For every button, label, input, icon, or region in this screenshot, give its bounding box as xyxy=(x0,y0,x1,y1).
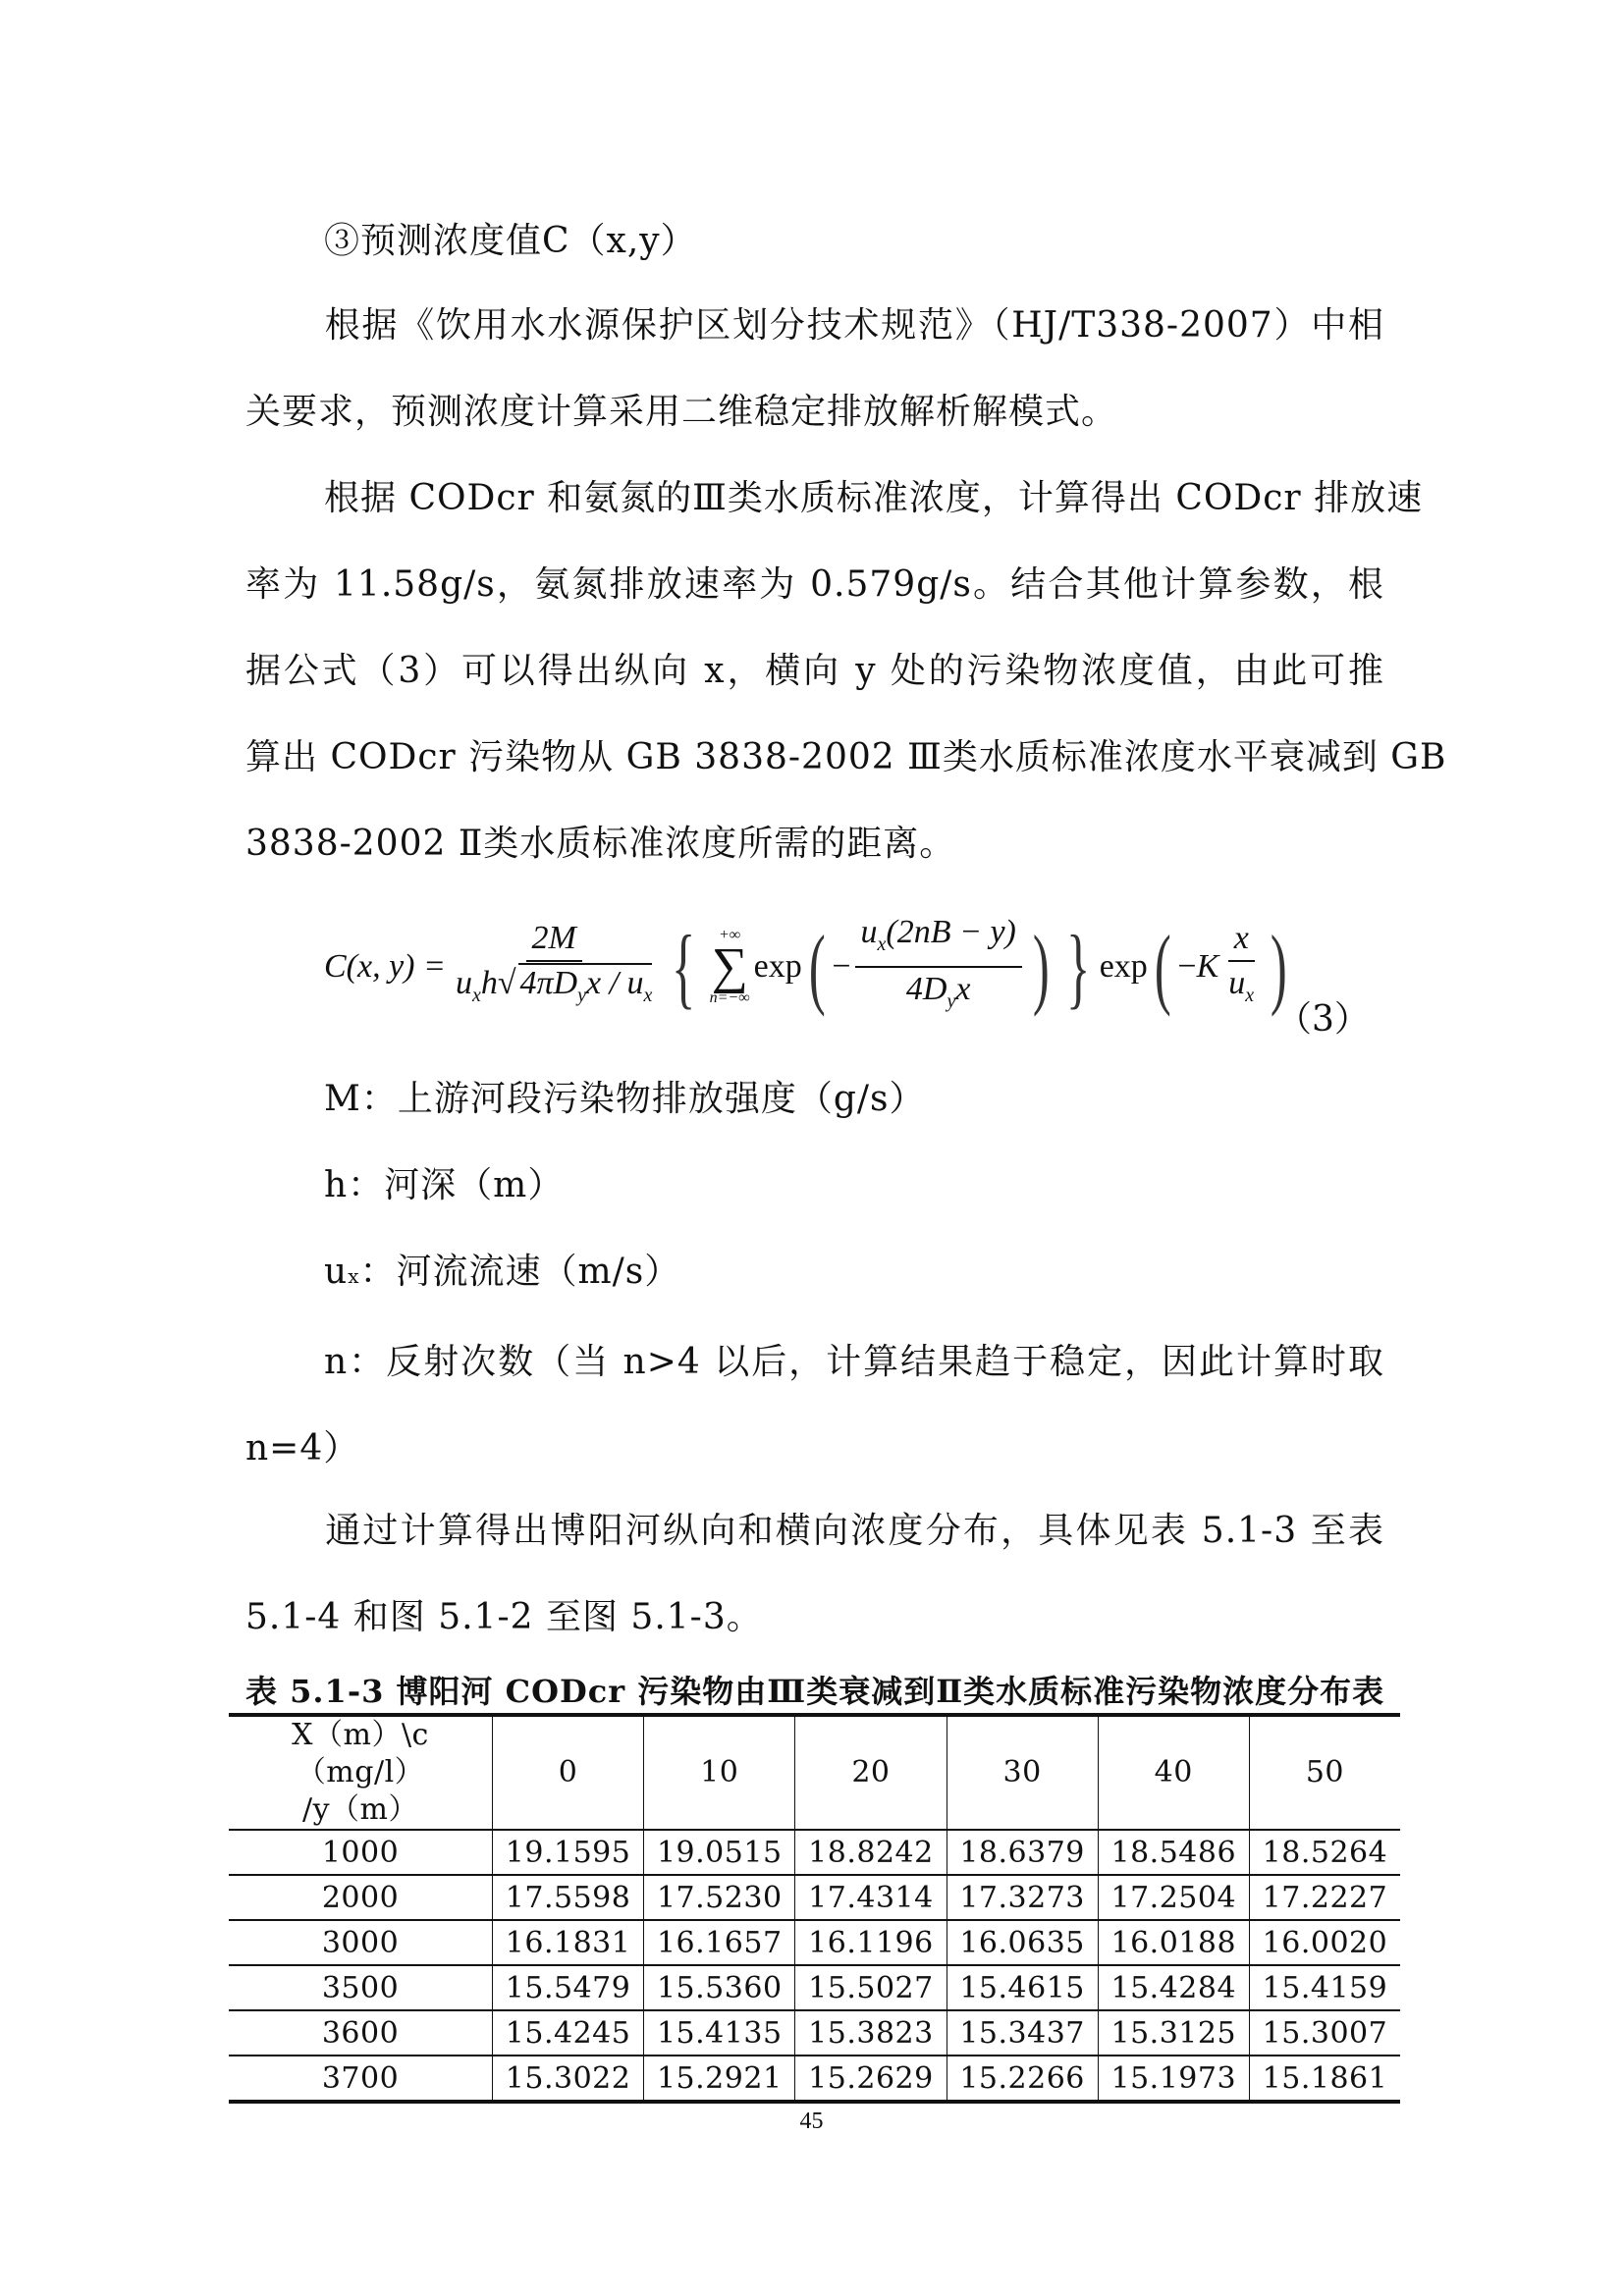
definition-n: n：反射次数（当 n>4 以后，计算结果趋于稳定，因此计算时取 xyxy=(324,1342,1384,1382)
table-cell: 15.4284 xyxy=(1098,1965,1249,2010)
table-cell: 18.6379 xyxy=(947,1830,1098,1875)
header-corner: X（m）\c（mg/l） /y（m） xyxy=(229,1715,493,1830)
table-cell: 15.2266 xyxy=(947,2056,1098,2102)
paragraph-line: 关要求，预测浓度计算采用二维稳定排放解析解模式。 xyxy=(245,392,1118,432)
table-caption: 表 5.1-3 博阳河 CODcr 污染物由Ⅲ类衰减到Ⅱ类水质标准污染物浓度分布表 xyxy=(245,1673,1385,1710)
table-cell: 15.4159 xyxy=(1249,1965,1400,2010)
row-header: 2000 xyxy=(321,1880,400,1915)
table-cell: 15.4135 xyxy=(644,2010,795,2056)
table-cell: 18.8242 xyxy=(795,1830,947,1875)
table-cell: 15.4615 xyxy=(947,1965,1098,2010)
formula-lhs: C(x, y) = xyxy=(324,948,446,985)
table-cell: 17.2227 xyxy=(1249,1875,1400,1920)
definition-ux: ux：河流流速（m/s） xyxy=(324,1252,681,1292)
definition-n-cont: n=4） xyxy=(245,1428,360,1468)
table-cell: 15.3437 xyxy=(947,2010,1098,2056)
equation-number: （3） xyxy=(1276,999,1370,1040)
concentration-table xyxy=(229,1713,1400,2104)
table-cell: 15.1973 xyxy=(1098,2056,1249,2102)
table-row xyxy=(229,1875,1400,1920)
summation: +∞ ∑ n=−∞ xyxy=(709,927,750,1006)
table-row xyxy=(229,1920,1400,1965)
row-header: 1000 xyxy=(321,1835,400,1870)
table-cell: 17.2504 xyxy=(1098,1875,1249,1920)
table-cell: 15.2921 xyxy=(644,2056,795,2102)
paragraph-line: 据公式（3）可以得出纵向 x，横向 y 处的污染物浓度值，由此可推 xyxy=(245,651,1384,691)
table-cell: 18.5264 xyxy=(1249,1830,1400,1875)
table-cell: 16.0188 xyxy=(1098,1920,1249,1965)
table-cell: 15.1861 xyxy=(1249,2056,1400,2102)
paragraph-summary xyxy=(245,1488,1384,1661)
definition-h: h：河深（m） xyxy=(324,1165,565,1205)
table-cell: 19.1595 xyxy=(493,1830,644,1875)
paragraph-line: 5.1-4 和图 5.1-2 至图 5.1-3。 xyxy=(245,1597,763,1637)
table-cell: 16.0020 xyxy=(1249,1920,1400,1965)
table-cell: 16.1831 xyxy=(493,1920,644,1965)
right-brace: } xyxy=(1065,917,1090,1017)
column-header: 40 xyxy=(1098,1715,1249,1830)
left-brace: { xyxy=(672,917,696,1017)
table-cell: 19.0515 xyxy=(644,1830,795,1875)
table-cell: 15.3022 xyxy=(493,2056,644,2102)
table-cell: 15.5360 xyxy=(644,1965,795,2010)
table-cell: 16.1196 xyxy=(795,1920,947,1965)
section-heading: ③预测浓度值C（x,y） xyxy=(324,221,697,261)
paragraph-standard-reference xyxy=(245,283,1384,455)
table-row xyxy=(229,1830,1400,1875)
row-header: 3600 xyxy=(321,2015,400,2051)
table-header-row xyxy=(229,1715,1400,1830)
paragraph-line: 率为 11.58g/s，氨氮排放速率为 0.579g/s。结合其他计算参数，根 xyxy=(245,564,1384,605)
table-cell: 15.3823 xyxy=(795,2010,947,2056)
row-header: 3000 xyxy=(321,1925,400,1960)
table-cell: 15.5027 xyxy=(795,1965,947,2010)
concentration-formula: C(x, y) = $\frac{2M}{u_xh√ 4\pi D_yx / u_x}$ { +∞ ∑ n=−∞ exp ( − $\frac{u_x(2nB - y)}{4D_yx}$ ) } exp ( − K $\frac{x}{u_x}$ ) xyxy=(324,898,1306,1036)
formula-inner-fraction: $\frac{u_x(2nB - y)}{4D_yx}$ xyxy=(855,913,1022,1021)
table-cell: 15.5479 xyxy=(493,1965,644,2010)
table-row xyxy=(229,2010,1400,2056)
column-header: 10 xyxy=(644,1715,795,1830)
table-cell: 15.4245 xyxy=(493,2010,644,2056)
row-header: 3500 xyxy=(321,1970,400,2005)
table-cell: 17.5598 xyxy=(493,1875,644,1920)
definition-m: M：上游河段污染物排放强度（g/s） xyxy=(324,1079,926,1119)
row-header: 3700 xyxy=(321,2060,400,2096)
table-row xyxy=(229,1965,1400,2010)
column-header: 30 xyxy=(947,1715,1098,1830)
table-row xyxy=(229,2056,1400,2102)
column-header: 50 xyxy=(1249,1715,1400,1830)
paragraph-line: 根据 CODcr 和氨氮的Ⅲ类水质标准浓度，计算得出 CODcr 排放速 xyxy=(324,478,1424,518)
formula-decay-fraction: $\frac{x}{u_x}$ xyxy=(1228,920,1255,1006)
table-cell: 15.3007 xyxy=(1249,2010,1400,2056)
paragraph-line: 3838-2002 Ⅱ类水质标准浓度所需的距离。 xyxy=(245,824,956,864)
variable-definitions xyxy=(245,1056,1384,1492)
table-cell: 15.3125 xyxy=(1098,2010,1249,2056)
page-number: 45 xyxy=(799,2109,824,2134)
paragraph-line: 根据《饮用水水源保护区划分技术规范》（HJ/T338-2007）中相 xyxy=(324,305,1384,346)
paragraph-emission-rates xyxy=(245,455,1447,887)
table-cell: 18.5486 xyxy=(1098,1830,1249,1875)
table-cell: 17.4314 xyxy=(795,1875,947,1920)
column-header: 0 xyxy=(493,1715,644,1830)
table-cell: 16.0635 xyxy=(947,1920,1098,1965)
column-header: 20 xyxy=(795,1715,947,1830)
paragraph-line: 算出 CODcr 污染物从 GB 3838-2002 Ⅲ类水质标准浓度水平衰减到 GB xyxy=(245,737,1447,777)
table-cell: 17.5230 xyxy=(644,1875,795,1920)
table-cell: 15.2629 xyxy=(795,2056,947,2102)
formula-main-fraction: $\frac{2M}{u_xh√ 4\pi D_yx / u_x}$ xyxy=(455,920,653,1006)
paragraph-line: 通过计算得出博阳河纵向和横向浓度分布，具体见表 5.1-3 至表 xyxy=(324,1511,1384,1551)
table-cell: 17.3273 xyxy=(947,1875,1098,1920)
table-cell: 16.1657 xyxy=(644,1920,795,1965)
